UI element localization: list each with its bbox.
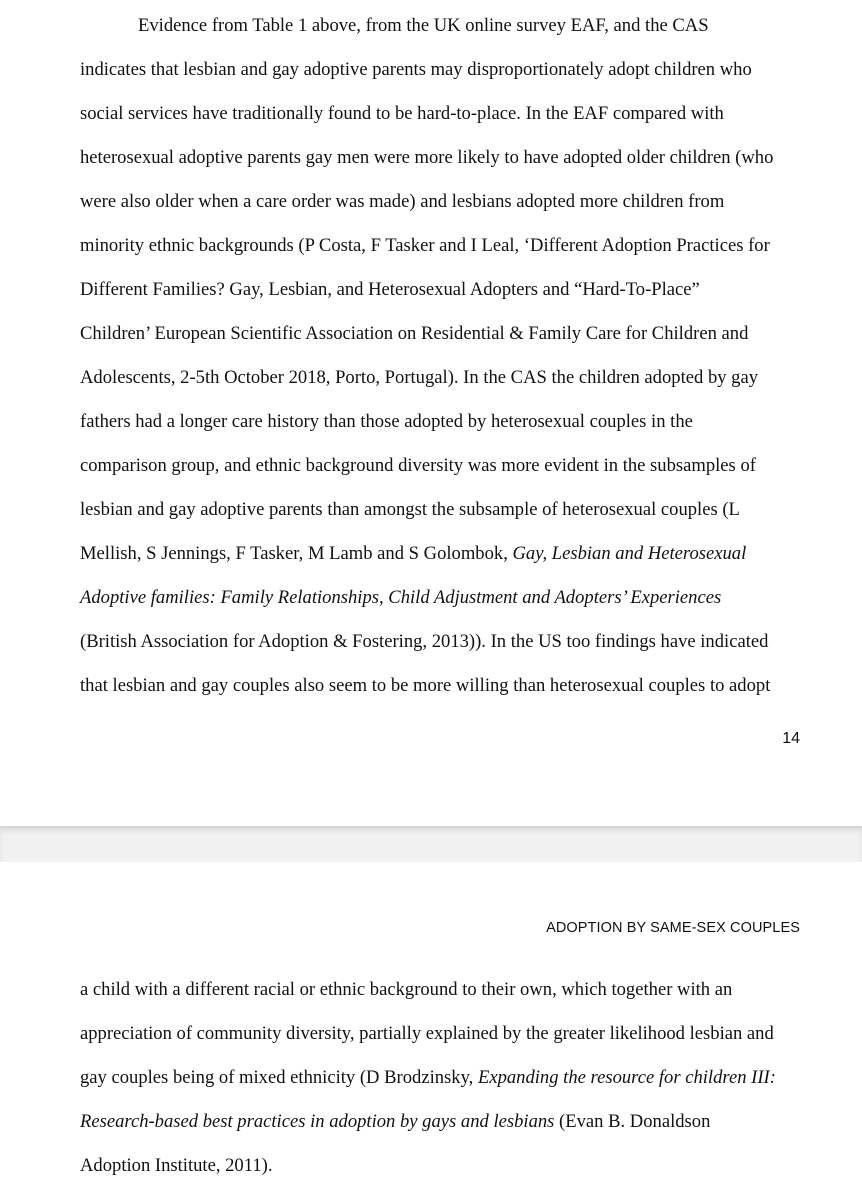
paragraph-line xyxy=(80,543,746,565)
page-number: 14 xyxy=(782,730,800,747)
citation-title-continued: Adoptive families: Family Relationships, Child Adjustment and Adopters’ Experiences xyxy=(80,587,722,608)
paragraph-line: Adolescents, 2-5th October 2018, Porto, Portugal). In the CAS the children adopted by gay xyxy=(80,367,759,388)
page-separator xyxy=(0,826,862,864)
paragraph-line: (British Association for Adoption & Fostering, 2013)). In the US too findings have indicated xyxy=(80,631,769,652)
citation-title: Gay, Lesbian and Heterosexual xyxy=(512,543,747,564)
paragraph-line: social services have traditionally found to be hard-to-place. In the EAF compared with xyxy=(80,103,724,124)
paragraph-line: Evidence from Table 1 above, from the UK online survey EAF, and the CAS xyxy=(138,15,709,36)
paragraph-line: were also older when a care order was made) and lesbians adopted more children from xyxy=(80,191,725,212)
paragraph-line: appreciation of community diversity, partially explained by the greater likelihood lesbian and xyxy=(80,1023,774,1044)
citation-publisher: (Evan B. Donaldson xyxy=(554,1111,711,1132)
citation-title: Expanding the resource for children III: xyxy=(477,1067,776,1088)
running-head: ADOPTION BY SAME-SEX COUPLES xyxy=(546,920,800,936)
paragraph-line: lesbian and gay adoptive parents than amongst the subsample of heterosexual couples (L xyxy=(80,499,740,520)
paragraph-line: Different Families? Gay, Lesbian, and Heterosexual Adopters and “Hard-To-Place” xyxy=(80,279,700,300)
paragraph-line: indicates that lesbian and gay adoptive parents may disproportionately adopt children who xyxy=(80,59,752,80)
citation-author: gay couples being of mixed ethnicity (D Brodzinsky, xyxy=(80,1067,478,1088)
paragraph-line: that lesbian and gay couples also seem to be more willing than heterosexual couples to adopt xyxy=(80,675,771,696)
paragraph-line: minority ethnic backgrounds (P Costa, F Tasker and I Leal, ‘Different Adoption Practices for xyxy=(80,235,770,256)
citation-authors: Mellish, S Jennings, F Tasker, M Lamb and S Golombok, xyxy=(80,543,513,564)
paragraph-line: a child with a different racial or ethnic background to their own, which together with an xyxy=(80,979,733,1000)
citation-title-continued: Research-based best practices in adoption by gays and lesbians xyxy=(80,1111,555,1132)
paragraph-line xyxy=(80,1111,710,1133)
paragraph-line: comparison group, and ethnic background diversity was more evident in the subsamples of xyxy=(80,455,756,476)
paragraph-line: fathers had a longer care history than those adopted by heterosexual couples in the xyxy=(80,411,693,432)
paragraph-line: heterosexual adoptive parents gay men were more likely to have adopted older children (who xyxy=(80,147,774,168)
document-page-2 xyxy=(0,862,862,1200)
paragraph-line: Children’ European Scientific Association on Residential & Family Care for Children and xyxy=(80,323,749,344)
paragraph-line xyxy=(80,1067,776,1089)
paragraph-line: Adoption Institute, 2011). xyxy=(80,1155,273,1176)
